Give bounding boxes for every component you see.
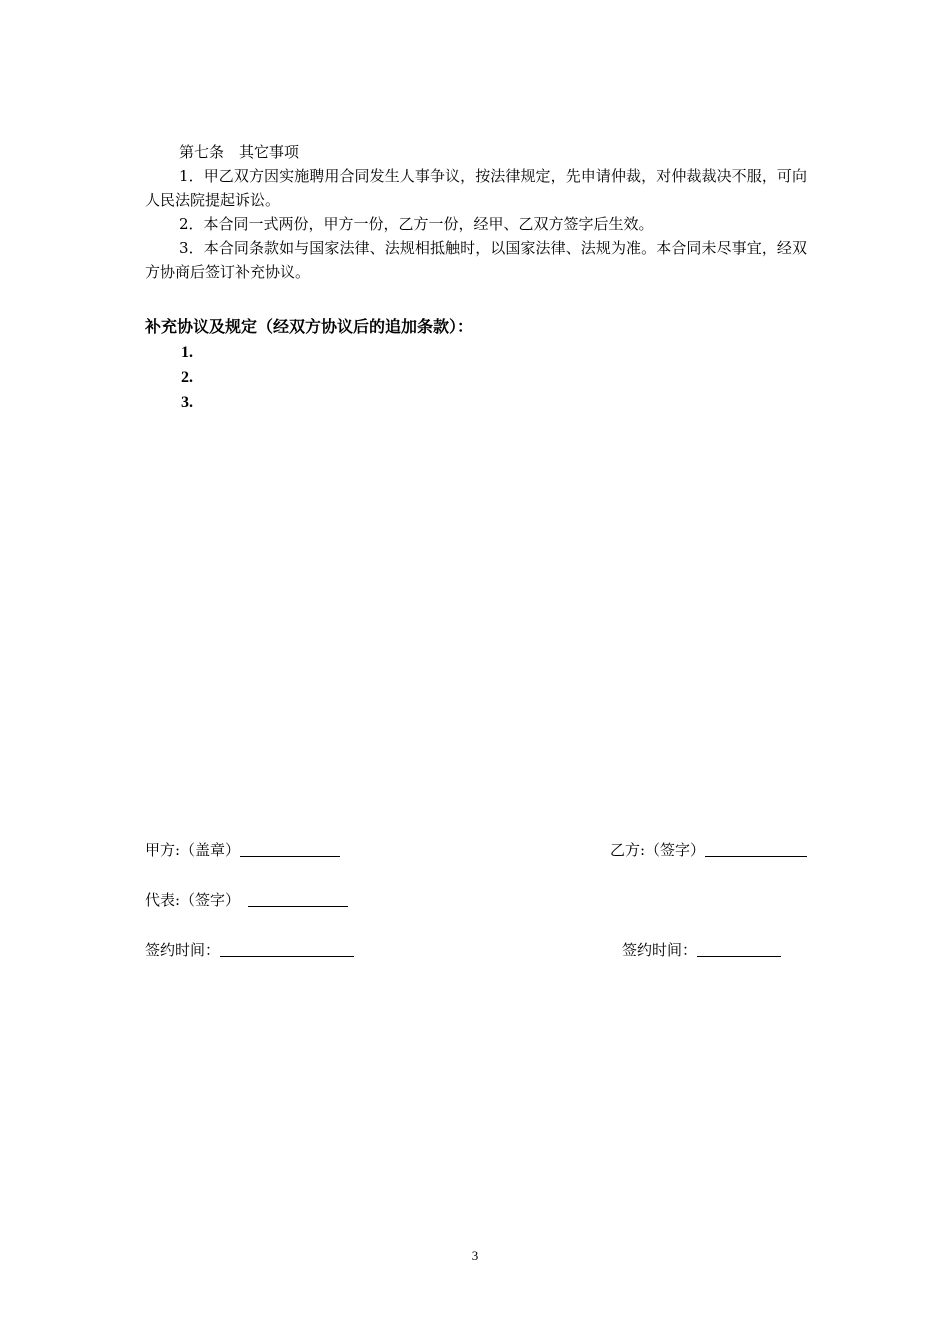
party-a-signature-line[interactable] <box>240 842 340 857</box>
party-b-signature-line[interactable] <box>705 842 807 857</box>
supplement-item-3: 3. <box>181 394 193 411</box>
article-7-item-2: 2．本合同一式两份，甲方一份，乙方一份，经甲、乙双方签字后生效。 <box>179 215 654 233</box>
representative-signature-line[interactable] <box>248 892 348 907</box>
article-7-item-3: 3．本合同条款如与国家法律、法规相抵触时，以国家法律、法规为准。本合同未尽事宜，经双方协商后签订补充协议。 <box>145 239 807 281</box>
supplement-item-2: 2. <box>181 369 193 386</box>
article-7-body <box>145 164 807 284</box>
representative-signature <box>145 890 348 910</box>
supplement-title: 补充协议及规定（经双方协议后的追加条款）： <box>145 317 474 336</box>
party-b-label: 乙方:（签字） <box>610 841 706 859</box>
party-b-signature <box>610 840 807 860</box>
party-a-date <box>145 940 354 960</box>
party-a-label: 甲方:（盖章） <box>145 841 241 859</box>
article-7-item-1: 1．甲乙双方因实施聘用合同发生人事争议，按法律规定，先申请仲裁，对仲裁裁决不服，可向人民法院提起诉讼。 <box>145 167 807 209</box>
page-number: 3 <box>471 1248 479 1263</box>
party-b-date-line[interactable] <box>697 942 781 957</box>
party-a-date-line[interactable] <box>220 942 354 957</box>
representative-label: 代表:（签字） <box>145 891 241 909</box>
supplement-item-1: 1. <box>181 344 193 361</box>
party-a-date-label: 签约时间： <box>145 941 221 959</box>
party-b-date-label: 签约时间： <box>622 941 698 959</box>
supplement-list <box>181 340 193 415</box>
party-b-date <box>622 940 781 960</box>
article-7-title: 第七条 其它事项 <box>179 143 300 161</box>
party-a-signature <box>145 840 340 860</box>
